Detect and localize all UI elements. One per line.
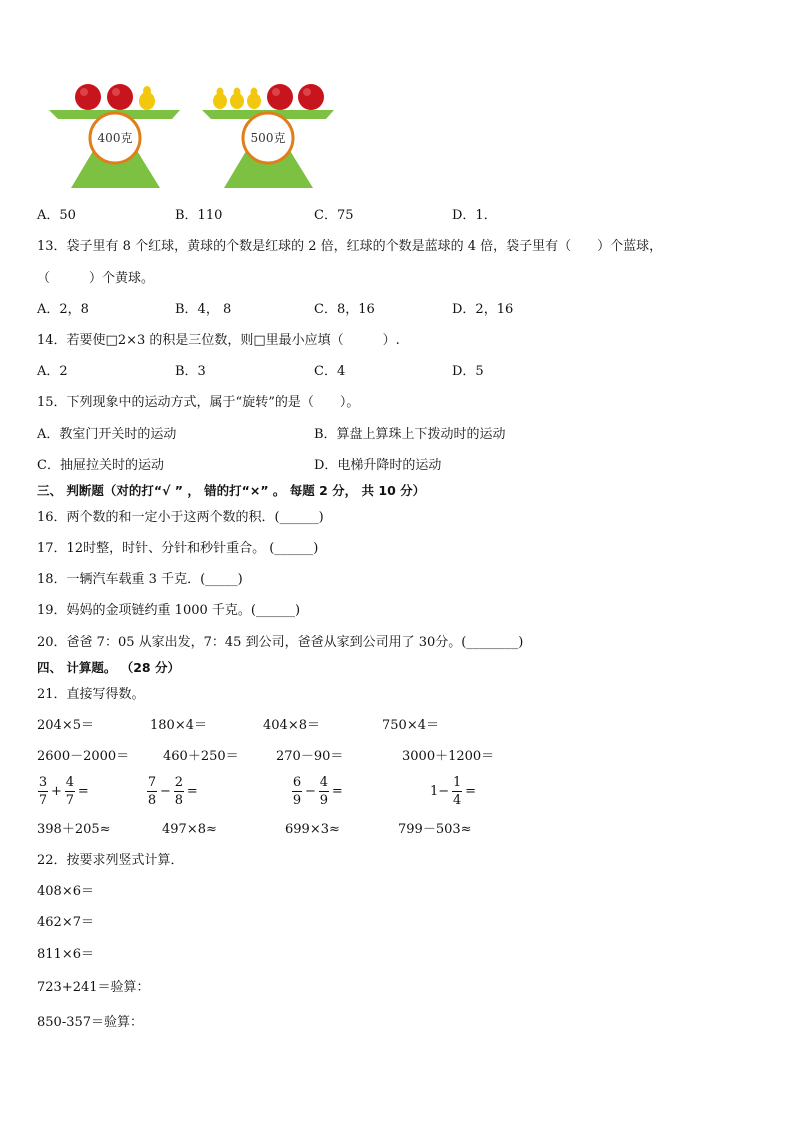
calc-item: 460＋250＝ [163, 749, 239, 764]
q15-text: 15．下列现象中的运动方式，属于“旋转”的是（ ）。 [37, 395, 360, 410]
q22-item-2: 462×7＝ [37, 915, 94, 930]
apple-icon [267, 84, 293, 110]
q16-text: 16．两个数的和一定小于这两个数的积．(______) [37, 510, 324, 525]
calc-item: 799－503≈ [398, 822, 472, 837]
calc-item: 2600－2000＝ [37, 749, 130, 764]
calc-item: 497×8≈ [162, 822, 217, 837]
q14-option-a: A．2 [37, 364, 68, 379]
q22-item-1: 408×6＝ [37, 884, 94, 899]
fraction-expression-1: 3 7 + 4 7 = [38, 775, 89, 808]
q15-option-a: A．教室门开关时的运动 [37, 427, 177, 442]
calc-item: 699×3≈ [285, 822, 340, 837]
q13-text-line1: 13．袋子里有 8 个红球，黄球的个数是红球的 2 倍，红球的个数是蓝球的 4 倍，袋子里有（ ）个蓝球， [37, 239, 663, 254]
q22-item-3: 811×6＝ [37, 947, 94, 962]
calc-item: 750×4＝ [382, 718, 439, 733]
q13-option-d: D．2，16 [452, 302, 514, 317]
calc-item: 398＋205≈ [37, 822, 111, 837]
q22-title: 22．按要求列竖式计算． [37, 853, 184, 868]
calc-item: 204×5＝ [37, 718, 94, 733]
section-3-heading: 三、 判断题（对的打“√ ” ， 错的打“×” 。 每题 2 分， 共 10 分） [37, 483, 426, 498]
q12-option-d: D．1． [452, 208, 497, 223]
scale1-label: 400克 [97, 131, 133, 145]
q13-option-c: C．8，16 [314, 302, 375, 317]
q22-item-4: 723+241＝验算： [37, 980, 150, 995]
apple-icon [107, 84, 133, 110]
q12-option-a: A．50 [37, 208, 76, 223]
calc-item: 404×8＝ [263, 718, 320, 733]
fraction-expression-2: 7 8 − 2 8 = [147, 775, 198, 808]
apple-icon [75, 84, 101, 110]
q13-option-a: A．2，8 [37, 302, 89, 317]
q19-text: 19．妈妈的金项链约重 1000 千克。(______) [37, 603, 301, 618]
q20-text: 20．爸爸 7：05 从家出发，7：45 到公司，爸爸从家到公司用了 30分。(________) [37, 635, 524, 650]
calc-item: 270－90＝ [276, 749, 344, 764]
q13-option-b: B．4， 8 [175, 302, 232, 317]
q14-option-c: C．4 [314, 364, 346, 379]
q14-text: 14．若要使□2×3 的积是三位数，则□里最小应填（ ）. [37, 333, 400, 348]
section-4-heading: 四、 计算题。 （28 分） [37, 660, 180, 675]
apple-icon [298, 84, 324, 110]
q12-option-b: B．110 [175, 208, 223, 223]
q15-option-c: C．抽屉拉关时的运动 [37, 458, 164, 473]
calc-item: 3000＋1200＝ [402, 749, 495, 764]
q17-text: 17．12时整，时针、分针和秒针重合。 (______) [37, 541, 319, 556]
q18-text: 18．一辆汽车载重 3 千克．(_____) [37, 572, 243, 587]
q15-option-d: D．电梯升降时的运动 [314, 458, 442, 473]
q22-item-5: 850-357＝验算： [37, 1015, 144, 1030]
scale2-label: 500克 [250, 131, 286, 145]
fraction-expression-4: 1− 1 4 = [430, 775, 477, 808]
q21-title: 21．直接写得数。 [37, 687, 145, 702]
q12-option-c: C．75 [314, 208, 354, 223]
fraction-expression-3: 6 9 − 4 9 = [292, 775, 343, 808]
calc-item: 180×4＝ [150, 718, 207, 733]
q15-option-b: B．算盘上算珠上下拨动时的运动 [314, 427, 506, 442]
q14-option-d: D．5 [452, 364, 484, 379]
q13-text-line2: （ ）个黄球。 [37, 271, 155, 286]
q14-option-b: B．3 [175, 364, 206, 379]
balance-scales-figure [40, 78, 340, 193]
